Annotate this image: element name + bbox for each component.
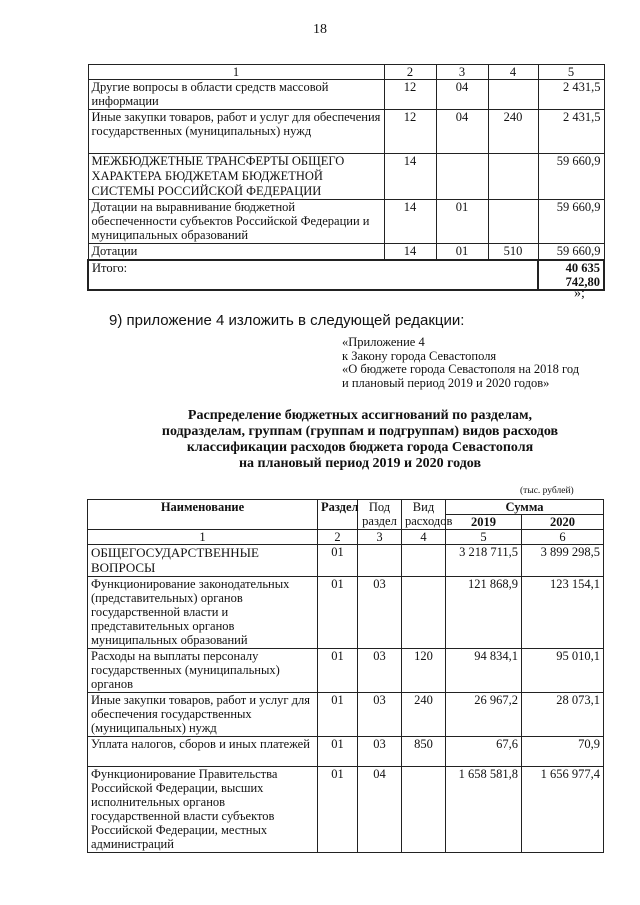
row-2020: 28 073,1	[522, 693, 604, 737]
row-name: МЕЖБЮДЖЕТНЫЕ ТРАНСФЕРТЫ ОБЩЕГО ХАРАКТЕРА БЮДЖЕТАМ БЮДЖЕТНОЙ СИСТЕМЫ РОССИЙСКОЙ ФЕДЕРАЦИИ	[88, 154, 384, 200]
table-row	[88, 80, 604, 110]
row-2019: 3 218 711,5	[446, 545, 522, 577]
row-2019: 1 658 581,8	[446, 767, 522, 853]
title-line: классификации расходов бюджета города Севастополя	[186, 440, 534, 455]
appendix-line: «О бюджете города Севастополя на 2018 год	[342, 362, 580, 376]
row-razdel: 01	[318, 693, 358, 737]
table-row	[88, 737, 604, 767]
row-razdel: 14	[384, 244, 436, 260]
table-row	[88, 649, 604, 693]
table-header-numbers	[88, 65, 604, 80]
row-podrazdel: 03	[358, 649, 402, 693]
total-label: Итого:	[88, 260, 538, 290]
col-number: 5	[538, 65, 604, 80]
header-vid: Вид расходов	[402, 500, 446, 530]
page-number: 18	[313, 22, 327, 37]
row-2020: 3 899 298,5	[522, 545, 604, 577]
row-vid: 850	[402, 737, 446, 767]
table-row	[88, 110, 604, 154]
row-sum: 2 431,5	[538, 80, 604, 110]
table-row	[88, 767, 604, 853]
col-number: 6	[522, 530, 604, 545]
item-9-text: 9) приложение 4 изложить в следующей редакции:	[109, 312, 465, 329]
col-number: 5	[446, 530, 522, 545]
row-2019: 67,6	[446, 737, 522, 767]
row-vid	[402, 767, 446, 853]
row-razdel: 14	[384, 200, 436, 244]
row-razdel: 14	[384, 154, 436, 200]
row-vid: 120	[402, 649, 446, 693]
row-name: Дотации	[88, 244, 384, 260]
row-podrazdel: 03	[358, 577, 402, 649]
header-razdel: Раздел	[318, 500, 358, 530]
row-2020: 123 154,1	[522, 577, 604, 649]
row-sum: 59 660,9	[538, 154, 604, 200]
col-number: 4	[402, 530, 446, 545]
row-vid: 240	[488, 110, 538, 154]
row-vid	[488, 200, 538, 244]
row-2019: 121 868,9	[446, 577, 522, 649]
table-row	[88, 244, 604, 260]
units-label: (тыс. рублей)	[520, 486, 574, 496]
row-sum: 59 660,9	[538, 200, 604, 244]
row-vid	[402, 545, 446, 577]
appendix-reference	[342, 336, 579, 390]
row-name: Уплата налогов, сборов и иных платежей	[88, 737, 318, 767]
table-row	[88, 545, 604, 577]
row-podrazdel: 03	[358, 693, 402, 737]
budget-distribution-table	[87, 499, 604, 853]
appendix-line: «Приложение 4	[342, 335, 425, 349]
table-row	[88, 200, 604, 244]
col-number: 2	[384, 65, 436, 80]
row-podrazdel	[358, 545, 402, 577]
row-name: ОБЩЕГОСУДАРСТВЕННЫЕ ВОПРОСЫ	[88, 545, 318, 577]
row-2020: 1 656 977,4	[522, 767, 604, 853]
row-podrazdel	[436, 154, 488, 200]
row-2020: 70,9	[522, 737, 604, 767]
col-number: 1	[88, 530, 318, 545]
col-number: 3	[436, 65, 488, 80]
title-line: подразделам, группам (группам и подгруппам) видов расходов	[161, 424, 559, 439]
total-value: 40 635 742,80	[538, 260, 604, 290]
header-summa: Сумма	[446, 500, 604, 515]
table-header-row	[88, 500, 604, 515]
header-year-2020: 2020	[522, 515, 604, 530]
row-name: Иные закупки товаров, работ и услуг для обеспечения государственных (муниципальных) нужд	[88, 693, 318, 737]
row-name: Другие вопросы в области средств массовой информации	[88, 80, 384, 110]
appendix-line: к Закону города Севастополя	[342, 348, 497, 363]
row-podrazdel: 04	[436, 110, 488, 154]
row-sum: 59 660,9	[538, 244, 604, 260]
expenses-table-continued	[87, 64, 605, 291]
row-2019: 26 967,2	[446, 693, 522, 737]
col-number: 1	[88, 65, 384, 80]
row-sum: 2 431,5	[538, 110, 604, 154]
row-2019: 94 834,1	[446, 649, 522, 693]
row-razdel: 01	[318, 649, 358, 693]
row-razdel: 01	[318, 577, 358, 649]
table-total-row	[88, 260, 604, 290]
row-razdel: 01	[318, 767, 358, 853]
col-number: 4	[488, 65, 538, 80]
document-title	[100, 408, 620, 472]
title-line: на плановый период 2019 и 2020 годов	[238, 456, 482, 471]
row-name: Дотации на выравнивание бюджетной обеспеченности субъектов Российской Федерации и муниципальных образований	[88, 200, 384, 244]
row-razdel: 01	[318, 737, 358, 767]
table-row	[88, 154, 604, 200]
row-podrazdel: 01	[436, 244, 488, 260]
row-podrazdel: 03	[358, 737, 402, 767]
table-row	[88, 693, 604, 737]
table-row	[88, 577, 604, 649]
col-number: 2	[318, 530, 358, 545]
row-razdel: 12	[384, 80, 436, 110]
row-vid	[488, 80, 538, 110]
row-vid: 240	[402, 693, 446, 737]
header-name: Наименование	[88, 500, 318, 530]
header-year-2019: 2019	[446, 515, 522, 530]
closing-quote: »;	[574, 286, 585, 301]
row-name: Расходы на выплаты персоналу государственных (муниципальных) органов	[88, 649, 318, 693]
row-vid	[488, 154, 538, 200]
row-name: Функционирование Правительства Российской Федерации, высших исполнительных органов государственной власти субъектов Российской Федерации, местных администраций	[88, 767, 318, 853]
title-line: Распределение бюджетных ассигнований по разделам,	[187, 408, 533, 423]
row-podrazdel: 04	[358, 767, 402, 853]
row-name: Функционирование законодательных (представительных) органов государственной власти и представительных органов муниципальных образований	[88, 577, 318, 649]
header-podrazdel: Под раздел	[358, 500, 402, 530]
row-podrazdel: 01	[436, 200, 488, 244]
table-header-numbers	[88, 530, 604, 545]
row-razdel: 01	[318, 545, 358, 577]
row-podrazdel: 04	[436, 80, 488, 110]
row-2020: 95 010,1	[522, 649, 604, 693]
row-vid	[402, 577, 446, 649]
row-name: Иные закупки товаров, работ и услуг для обеспечения государственных (муниципальных) нужд	[88, 110, 384, 154]
row-vid: 510	[488, 244, 538, 260]
row-razdel: 12	[384, 110, 436, 154]
appendix-line: и плановый период 2019 и 2020 годов»	[342, 375, 550, 390]
col-number: 3	[358, 530, 402, 545]
